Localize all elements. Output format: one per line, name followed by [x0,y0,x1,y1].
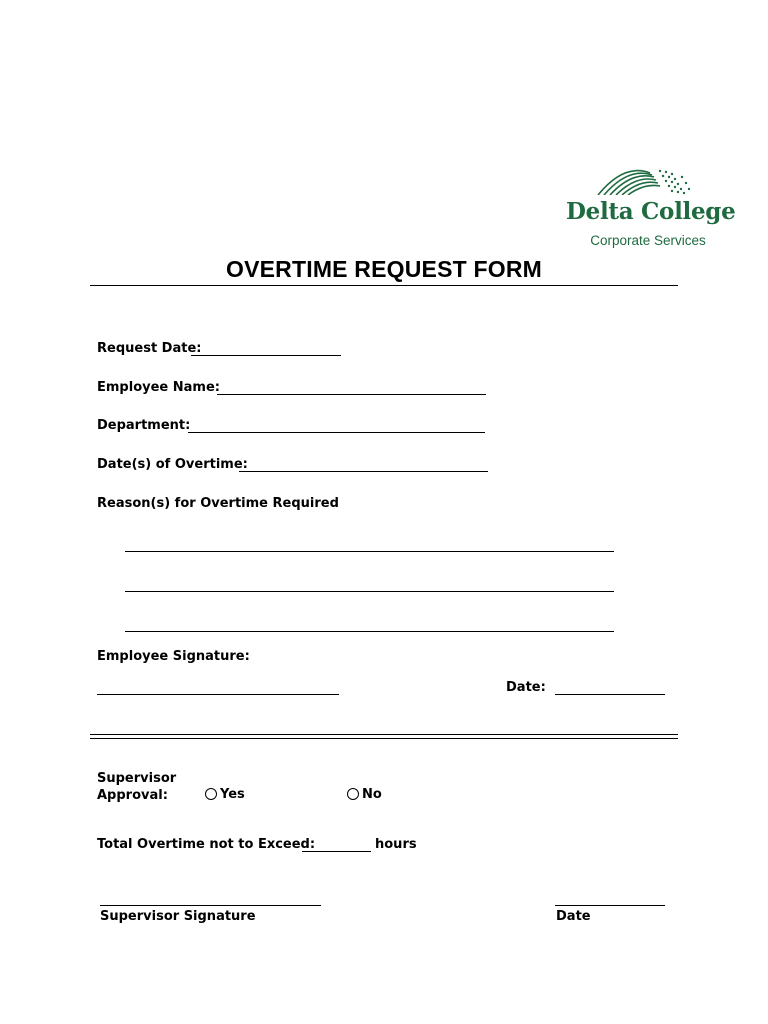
logo-name: Delta College [566,198,736,225]
employee-name-label: Employee Name: [97,380,220,395]
reason-line-2[interactable] [125,591,614,592]
total-overtime-label: Total Overtime not to Exceed: [97,837,316,852]
reason-line-1[interactable] [125,551,614,552]
department-field[interactable] [188,432,485,433]
request-date-label: Request Date: [97,341,202,356]
supervisor-approval-label-line2: Approval: [97,788,168,803]
form-title: OVERTIME REQUEST FORM [226,256,542,282]
employee-signature-label: Employee Signature: [97,649,250,664]
dates-of-overtime-field[interactable] [239,471,488,472]
employee-name-field[interactable] [217,394,486,395]
approval-option-no[interactable] [347,787,382,802]
delta-college-logo [566,165,736,253]
radio-no[interactable] [347,788,359,800]
logo-subtitle: Corporate Services [590,233,706,248]
department-label: Department: [97,418,191,433]
section-divider-top [90,734,678,735]
hours-label: hours [375,837,417,852]
employee-date-label: Date: [506,680,546,695]
arch-logo-icon [594,165,702,195]
employee-signature-field[interactable] [97,694,339,695]
employee-date-field[interactable] [555,694,665,695]
request-date-field[interactable] [191,355,341,356]
supervisor-signature-label: Supervisor Signature [100,909,256,924]
reasons-label: Reason(s) for Overtime Required [97,496,339,511]
section-divider-bottom [90,738,678,739]
supervisor-date-field[interactable] [555,905,665,906]
approval-option-yes[interactable] [205,787,245,802]
approval-yes-label: Yes [220,787,245,802]
supervisor-date-label: Date [556,909,591,924]
approval-no-label: No [362,787,382,802]
dates-of-overtime-label: Date(s) of Overtime: [97,457,248,472]
reason-line-3[interactable] [125,631,614,632]
supervisor-approval-label-line1: Supervisor [97,771,177,786]
supervisor-signature-field[interactable] [100,905,321,906]
total-overtime-field[interactable] [302,851,371,852]
radio-yes[interactable] [205,788,217,800]
title-divider [90,285,678,286]
